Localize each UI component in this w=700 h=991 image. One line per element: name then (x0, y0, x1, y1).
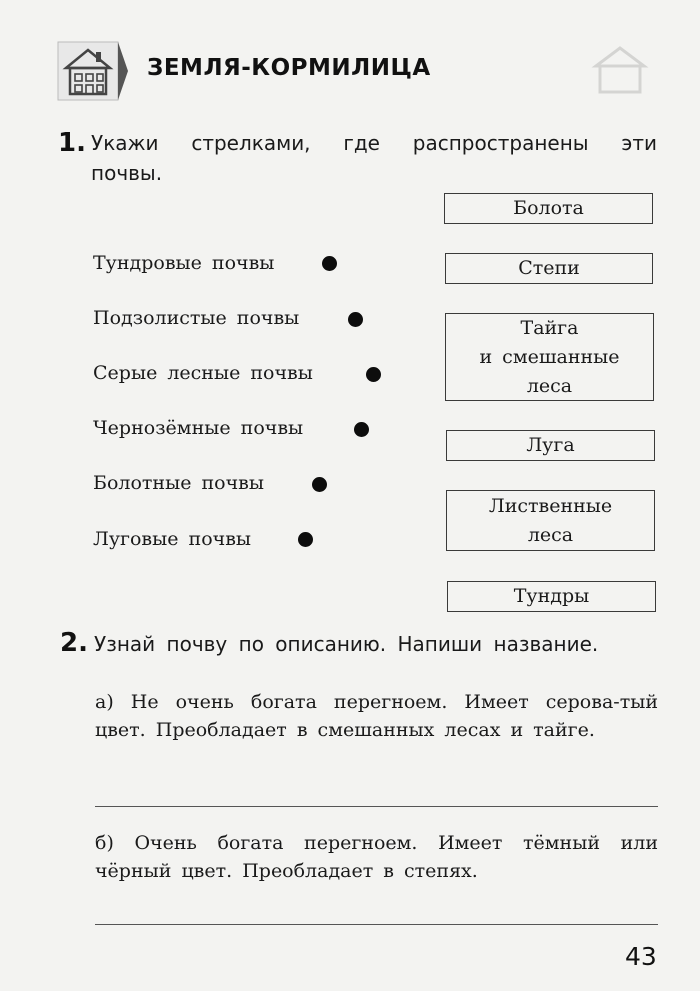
task-1-number: 1. (58, 128, 86, 158)
soil-item: Луговые почвы (93, 528, 252, 550)
zone-label: Луга (526, 434, 575, 456)
zone-label: Лиственные (488, 494, 613, 517)
page-number: 43 (625, 942, 657, 971)
connection-dot[interactable] (312, 477, 327, 492)
zone-label: Степи (518, 257, 580, 279)
zone-label: леса (526, 374, 573, 397)
soil-item: Болотные почвы (93, 472, 264, 494)
page-title: ЗЕМЛЯ-КОРМИЛИЦА (147, 55, 431, 81)
zone-box[interactable] (444, 193, 653, 224)
soil-item: Тундровые почвы (93, 252, 275, 274)
soil-item: Серые лесные почвы (93, 362, 313, 384)
task-2-b-text: б) Очень богата перегноем. Имеет тёмный или чёрный цвет. Преобладает в степях. (95, 832, 658, 882)
zone-label: и смешанные (479, 345, 620, 368)
house-icon (56, 40, 128, 102)
zone-label: Болота (513, 197, 584, 219)
show-through-house-icon (590, 40, 660, 100)
zone-label: Тундры (513, 585, 590, 607)
task-2-prompt: Узнай почву по описанию. Напиши название. (94, 632, 599, 656)
task-2-a-text: а) Не очень богата перегноем. Имеет серова-тый цвет. Преобладает в смешанных лесах и тайге. (95, 691, 658, 741)
zone-label: леса (527, 523, 574, 546)
zone-box[interactable] (446, 430, 655, 461)
connection-dot[interactable] (322, 256, 337, 271)
zone-label: Тайга (520, 316, 579, 339)
zone-box[interactable] (447, 581, 656, 612)
soil-item: Чернозёмные почвы (93, 417, 304, 439)
zone-box[interactable] (446, 490, 655, 551)
task-1-prompt-line-2: почвы. (91, 161, 163, 185)
answer-line-b[interactable] (95, 924, 658, 925)
zone-box[interactable] (445, 313, 654, 401)
task-2-number: 2. (60, 628, 88, 658)
connection-dot[interactable] (366, 367, 381, 382)
connection-dot[interactable] (298, 532, 313, 547)
answer-line-a[interactable] (95, 806, 658, 807)
connection-dot[interactable] (354, 422, 369, 437)
zone-box[interactable] (445, 253, 653, 284)
connection-dot[interactable] (348, 312, 363, 327)
task-1-prompt (91, 128, 657, 188)
task-1-prompt-line-1: Укажи стрелками, где распространены эти (91, 131, 657, 155)
soil-item: Подзолистые почвы (93, 307, 300, 329)
